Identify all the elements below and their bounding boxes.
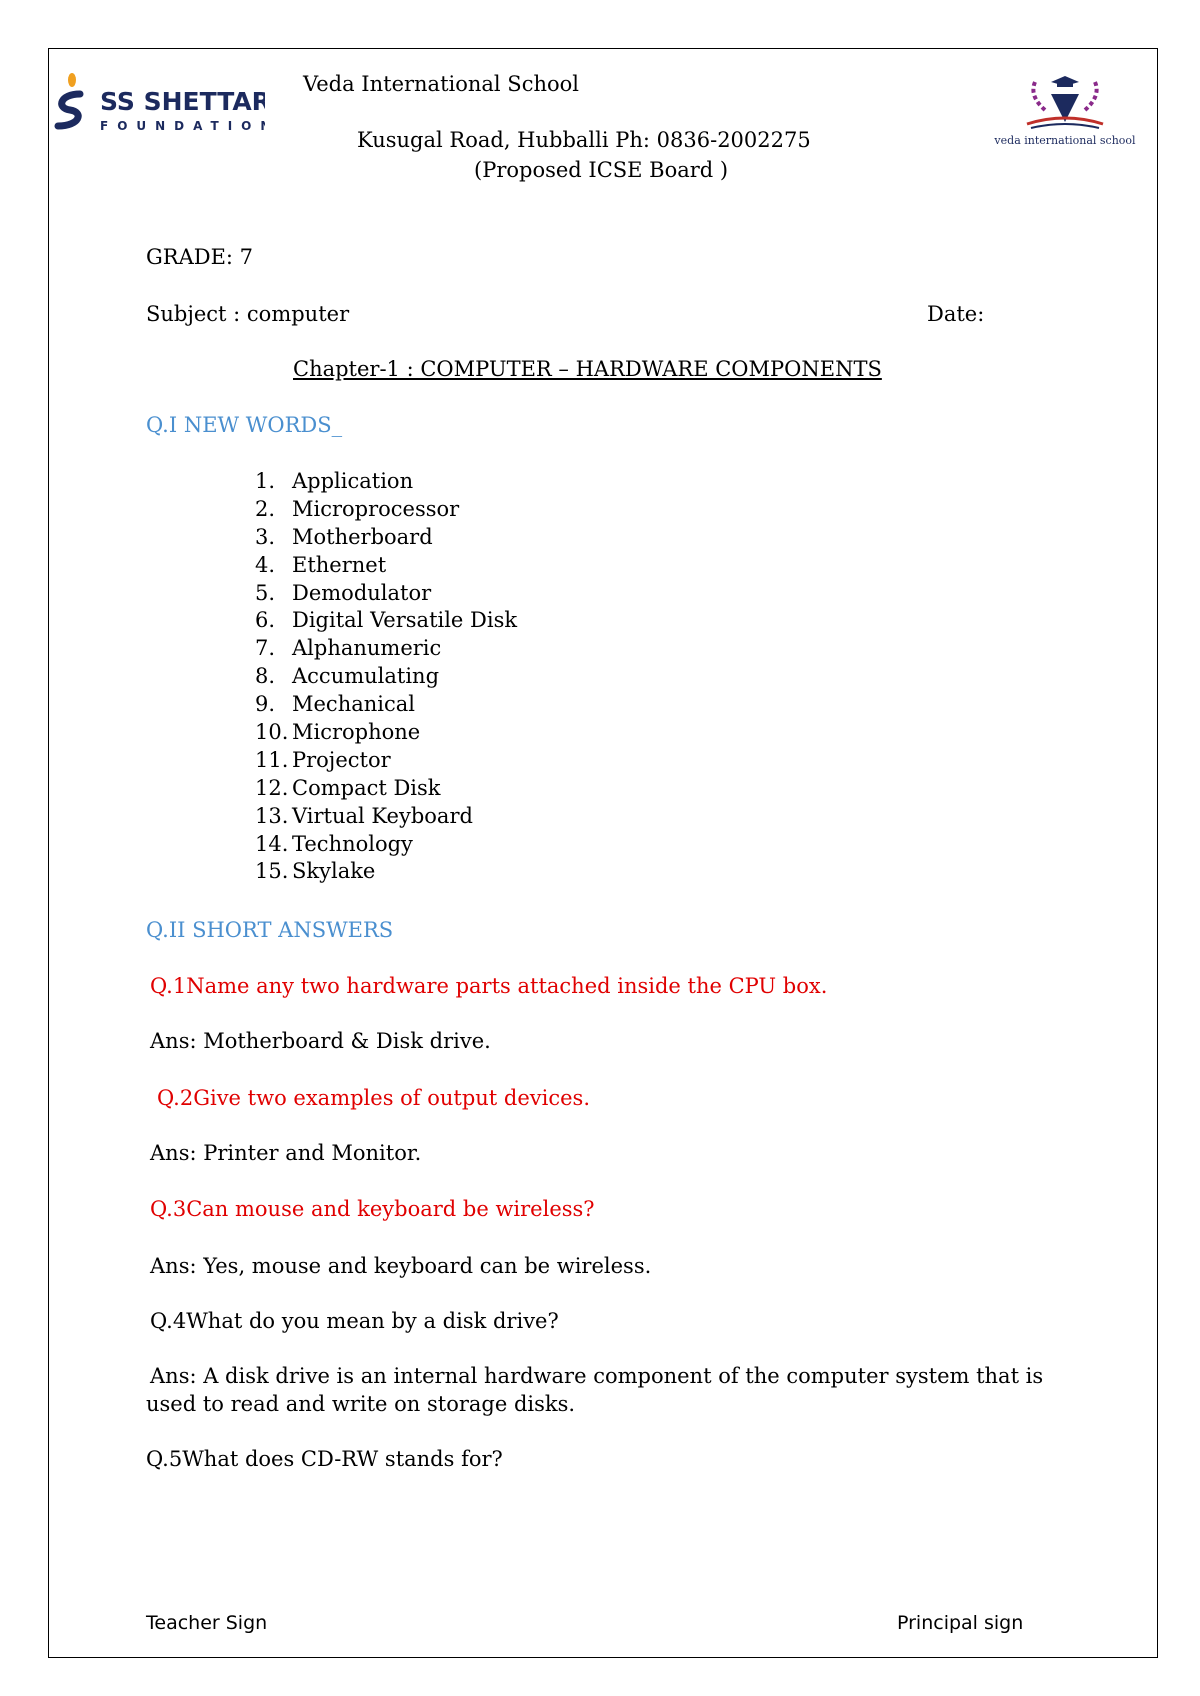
list-item xyxy=(255,775,517,803)
answer-3: Ans: Yes, mouse and keyboard can be wireless. xyxy=(150,1254,652,1278)
item-word: Accumulating xyxy=(292,664,440,689)
list-item xyxy=(255,635,517,663)
item-number: 14. xyxy=(255,831,289,856)
answer-1: Ans: Motherboard & Disk drive. xyxy=(150,1029,491,1053)
subject-label: Subject : computer xyxy=(146,302,350,326)
item-number: 12. xyxy=(255,775,289,800)
logo-main-text: SS SHETTAR xyxy=(100,87,265,116)
list-item xyxy=(255,831,517,859)
school-address: Kusugal Road, Hubballi Ph: 0836-2002275 xyxy=(357,128,811,152)
list-item xyxy=(255,719,517,747)
principal-sign-label: Principal sign xyxy=(897,1612,1024,1634)
item-word: Digital Versatile Disk xyxy=(292,608,518,633)
item-word: Projector xyxy=(292,747,391,772)
list-item xyxy=(255,858,517,886)
item-number: 4. xyxy=(255,552,276,577)
item-number: 10. xyxy=(255,720,289,745)
list-item xyxy=(255,552,517,580)
new-words-list xyxy=(255,468,517,886)
question-2: Q.2Give two examples of output devices. xyxy=(157,1086,591,1110)
list-item xyxy=(255,496,517,524)
question-4: Q.4What do you mean by a disk drive? xyxy=(150,1309,559,1333)
school-name: Veda International School xyxy=(303,72,579,96)
item-word: Technology xyxy=(292,831,413,856)
item-number: 2. xyxy=(255,496,276,521)
answer-4: Ans: A disk drive is an internal hardware component of the computer system that is used to read and write on storage disks. xyxy=(146,1364,1044,1416)
question-3: Q.3Can mouse and keyboard be wireless? xyxy=(150,1197,595,1221)
list-item xyxy=(255,803,517,831)
item-word: Microphone xyxy=(292,720,421,745)
item-word: Skylake xyxy=(292,859,376,884)
question-5: Q.5What does CD-RW stands for? xyxy=(146,1447,503,1471)
list-item xyxy=(255,607,517,635)
item-word: Mechanical xyxy=(292,692,415,717)
answer-2: Ans: Printer and Monitor. xyxy=(150,1141,422,1165)
item-word: Virtual Keyboard xyxy=(292,803,473,828)
ss-shettar-logo xyxy=(50,72,265,140)
list-item xyxy=(255,747,517,775)
board-info: (Proposed ICSE Board ) xyxy=(474,158,729,182)
item-number: 9. xyxy=(255,692,276,717)
list-item xyxy=(255,580,517,608)
grade-label: GRADE: 7 xyxy=(146,245,254,269)
item-number: 15. xyxy=(255,859,289,884)
section-new-words-title: Q.I NEW WORDS_ xyxy=(146,413,343,437)
item-number: 3. xyxy=(255,524,276,549)
list-item xyxy=(255,524,517,552)
list-item xyxy=(255,691,517,719)
item-number: 7. xyxy=(255,636,276,661)
question-1: Q.1Name any two hardware parts attached inside the CPU box. xyxy=(150,974,828,998)
teacher-sign-label: Teacher Sign xyxy=(146,1612,268,1634)
veda-school-logo xyxy=(985,72,1145,150)
item-word: Ethernet xyxy=(292,552,387,577)
item-word: Alphanumeric xyxy=(292,636,442,661)
item-word: Application xyxy=(292,469,414,493)
item-number: 5. xyxy=(255,580,276,605)
list-item xyxy=(255,663,517,691)
item-number: 13. xyxy=(255,803,289,828)
chapter-title: Chapter-1 : COMPUTER – HARDWARE COMPONENTS xyxy=(293,357,882,381)
section-short-answers-title: Q.II SHORT ANSWERS xyxy=(146,918,394,942)
item-word: Compact Disk xyxy=(292,775,441,800)
item-number: 11. xyxy=(255,747,289,772)
list-item xyxy=(255,468,517,496)
item-number: 8. xyxy=(255,664,276,689)
item-number: 6. xyxy=(255,608,276,633)
logo-caption: veda international school xyxy=(994,134,1136,147)
logo-sub-text: FOUNDATION xyxy=(100,119,265,133)
item-word: Microprocessor xyxy=(292,496,460,521)
item-word: Motherboard xyxy=(292,524,433,549)
item-word: Demodulator xyxy=(292,580,432,605)
date-label: Date: xyxy=(927,302,985,326)
item-number: 1. xyxy=(255,469,276,493)
